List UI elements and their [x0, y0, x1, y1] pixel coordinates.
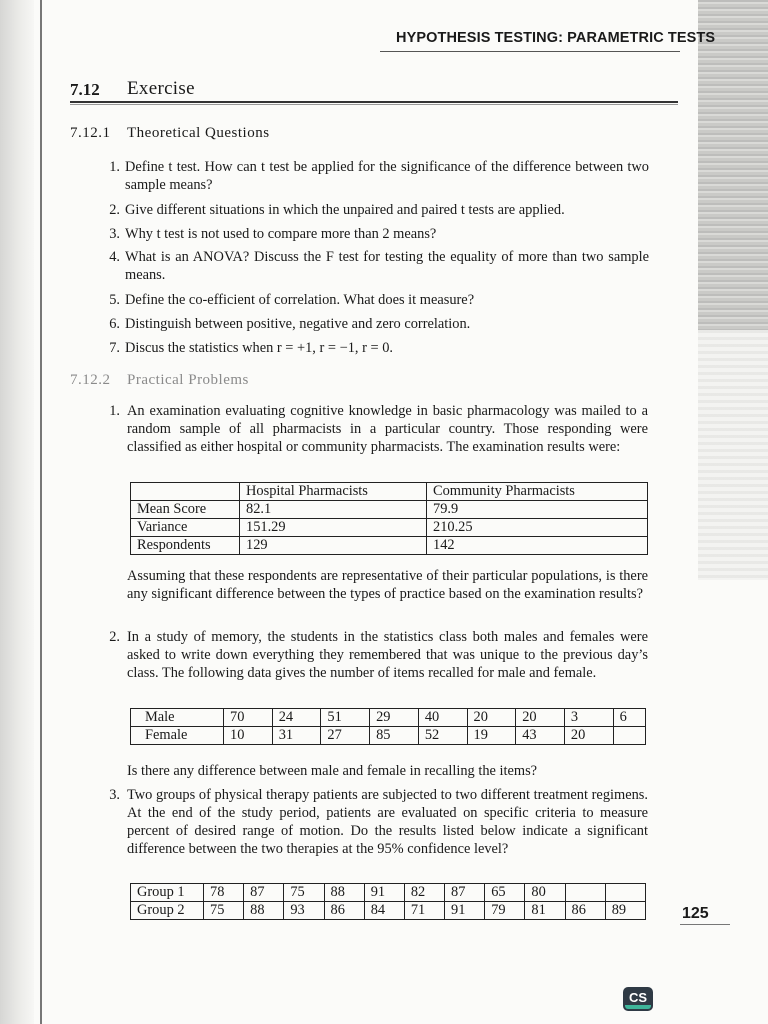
running-head-rule	[380, 51, 680, 52]
question-text: What is an ANOVA? Discuss the F test for testing the equality of more than two sample means.	[125, 249, 649, 283]
table-cell: 89	[605, 902, 645, 920]
scan-edge-noise-lower	[698, 330, 768, 580]
question-text: Define t test. How can t test be applied for the significance of the difference between two sample means?	[125, 159, 649, 193]
subsection-title-theoretical: Theoretical Questions	[127, 125, 270, 141]
table-cell: 82	[404, 884, 444, 902]
table-cell	[131, 483, 240, 501]
table-cell: 20	[516, 709, 565, 727]
table-cell: 88	[244, 902, 284, 920]
table-cell: 91	[445, 902, 485, 920]
table-cell: 78	[204, 884, 244, 902]
table-cell	[605, 884, 645, 902]
section-rule	[70, 101, 678, 103]
table-cell: 27	[321, 727, 370, 745]
section-title: Exercise	[127, 78, 195, 99]
table-cell: 151.29	[240, 519, 427, 537]
table-cell: 142	[427, 537, 648, 555]
problem-number: 2.	[109, 629, 120, 645]
table-cell	[565, 884, 605, 902]
table-cell: 87	[445, 884, 485, 902]
question-number: 3.	[109, 226, 120, 242]
table-cell: 210.25	[427, 519, 648, 537]
table-cell: 40	[418, 709, 467, 727]
running-head: HYPOTHESIS TESTING: PARAMETRIC TESTS	[396, 30, 716, 46]
table-row	[131, 902, 646, 920]
table-cell: 10	[224, 727, 273, 745]
problem-text: An examination evaluating cognitive knowledge in basic pharmacology was mailed to a random sample of all pharmacists in a particular country. Those responding were classified as either hospital or community pharmacists. The examination results were:	[127, 403, 648, 455]
camscanner-logo-text: CS	[628, 989, 648, 1005]
scan-edge-noise	[698, 0, 768, 330]
pharmacists-table	[130, 482, 648, 555]
question-number: 7.	[109, 340, 120, 356]
binding-line	[40, 0, 42, 1024]
table-cell: 52	[418, 727, 467, 745]
problem-number: 3.	[109, 787, 120, 803]
problem-followup: Assuming that these respondents are representative of their particular populations, is there any significant difference between the types of practice based on the examination results?	[127, 568, 648, 602]
table-cell: 75	[284, 884, 324, 902]
section-rule-thin	[70, 104, 678, 105]
question-number: 4.	[109, 249, 120, 265]
question-number: 6.	[109, 316, 120, 332]
subsection-number-theoretical: 7.12.1	[70, 125, 111, 141]
table-row	[131, 709, 646, 727]
question-number: 1.	[109, 159, 120, 175]
table-cell: Mean Score	[131, 501, 240, 519]
question-number: 5.	[109, 292, 120, 308]
table-cell: 75	[204, 902, 244, 920]
table-cell: 19	[467, 727, 516, 745]
table-cell: 91	[364, 884, 404, 902]
table-cell: Female	[131, 727, 224, 745]
table-cell	[613, 727, 645, 745]
camscanner-logo-icon	[623, 987, 653, 1011]
table-cell: 79	[485, 902, 525, 920]
table-cell: 93	[284, 902, 324, 920]
table-cell: 71	[404, 902, 444, 920]
section-number: 7.12	[70, 80, 100, 99]
problem-followup: Is there any difference between male and female in recalling the items?	[127, 763, 538, 779]
table-cell: 129	[240, 537, 427, 555]
table-row	[131, 884, 646, 902]
table-cell: 79.9	[427, 501, 648, 519]
memory-recall-table	[130, 708, 646, 745]
table-row	[131, 537, 648, 555]
table-cell: 86	[565, 902, 605, 920]
table-cell: 70	[224, 709, 273, 727]
table-cell: 81	[525, 902, 565, 920]
table-row	[131, 519, 648, 537]
problem-number: 1.	[109, 403, 120, 419]
table-cell: 80	[525, 884, 565, 902]
table-cell: 6	[613, 709, 645, 727]
table-cell: 3	[564, 709, 613, 727]
page-gutter-shadow	[0, 0, 34, 1024]
table-cell: Group 2	[131, 902, 204, 920]
table-cell: Variance	[131, 519, 240, 537]
subsection-number-practical: 7.12.2	[70, 372, 111, 388]
page-number-rule	[680, 924, 730, 925]
table-cell: 82.1	[240, 501, 427, 519]
page-number: 125	[682, 905, 709, 922]
table-cell: 84	[364, 902, 404, 920]
question-text: Discus the statistics when r = +1, r = −1, r = 0.	[125, 340, 393, 356]
table-row	[131, 501, 648, 519]
table-cell: Respondents	[131, 537, 240, 555]
table-cell: 85	[370, 727, 419, 745]
table-cell: Group 1	[131, 884, 204, 902]
table-row	[131, 727, 646, 745]
table-cell: 20	[564, 727, 613, 745]
table-cell: 31	[272, 727, 321, 745]
question-text: Why t test is not used to compare more than 2 means?	[125, 226, 437, 242]
therapy-groups-table	[130, 883, 646, 920]
table-cell: 43	[516, 727, 565, 745]
table-cell: 87	[244, 884, 284, 902]
table-cell: 51	[321, 709, 370, 727]
problem-text: In a study of memory, the students in the statistics class both males and females were asked to write down everything they remembered that was unique to the previous day’s class. The following data gives the number of items recalled for male and female.	[127, 629, 648, 681]
table-cell: Male	[131, 709, 224, 727]
table-header-row	[131, 483, 648, 501]
table-cell: 65	[485, 884, 525, 902]
table-cell: 20	[467, 709, 516, 727]
table-cell: 88	[324, 884, 364, 902]
question-text: Give different situations in which the unpaired and paired t tests are applied.	[125, 202, 565, 218]
table-header-cell: Hospital Pharmacists	[240, 483, 427, 501]
table-cell: 24	[272, 709, 321, 727]
table-cell: 29	[370, 709, 419, 727]
subsection-title-practical: Practical Problems	[127, 372, 249, 388]
problem-text: Two groups of physical therapy patients are subjected to two different treatment regimens. At the end of the study period, patients are evaluated on specific criteria to measure percent of desired range of motion. Do the results listed below indicate a significant difference between the two therapies at the 95% confidence level?	[127, 787, 648, 857]
question-text: Distinguish between positive, negative and zero correlation.	[125, 316, 471, 332]
question-number: 2.	[109, 202, 120, 218]
table-header-cell: Community Pharmacists	[427, 483, 648, 501]
question-text: Define the co-efficient of correlation. What does it measure?	[125, 292, 475, 308]
table-cell: 86	[324, 902, 364, 920]
